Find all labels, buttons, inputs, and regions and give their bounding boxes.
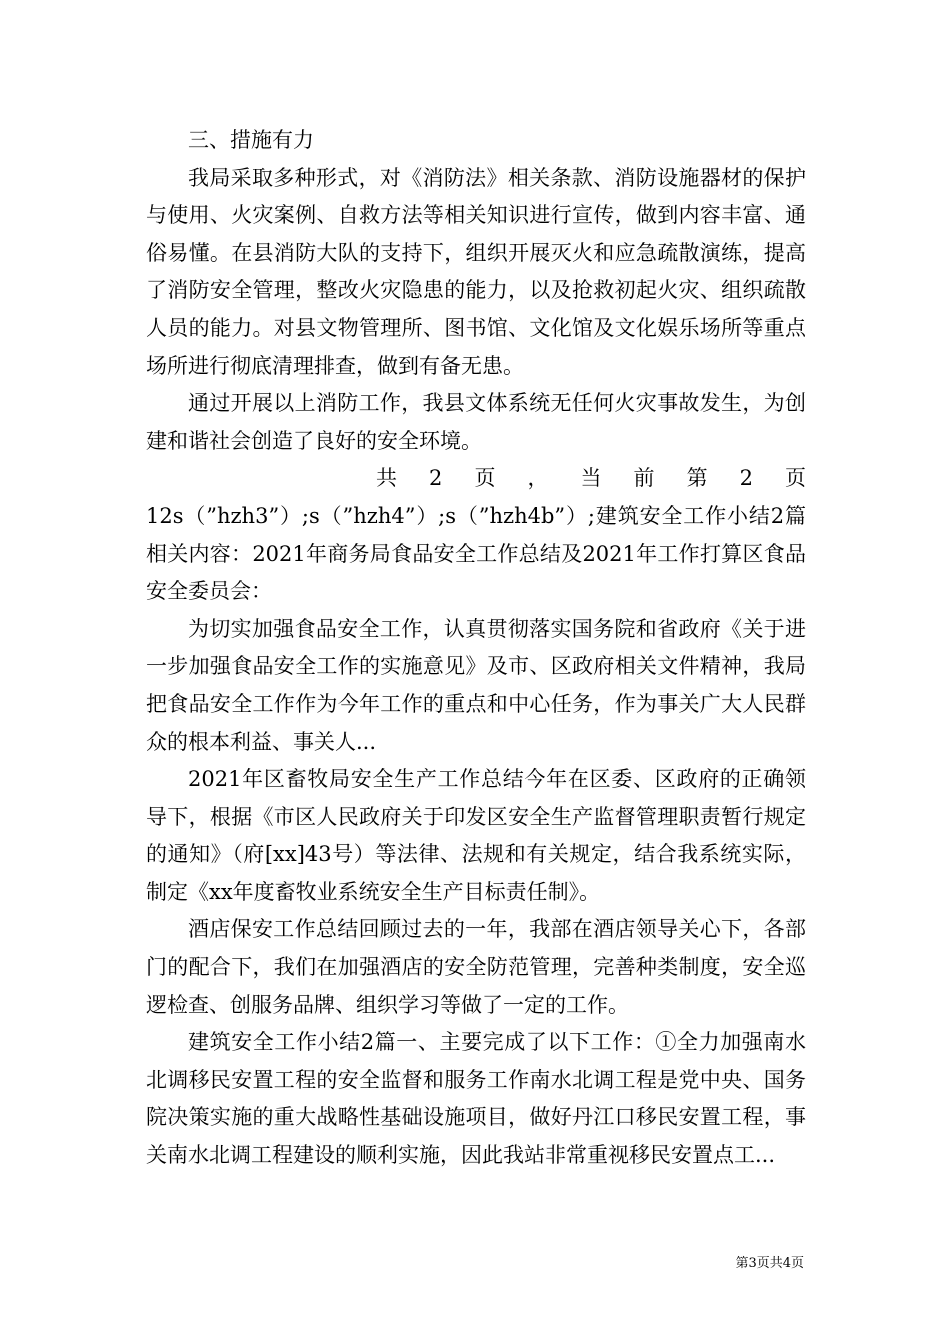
page-marker-char: 页 [474,466,496,491]
page-marker-char: 共 [376,466,397,491]
page-marker-char: 2 [739,466,753,491]
related-paragraph-construction: 建筑安全工作小结2篇一、主要完成了以下工作：①全力加强南水北调移民安置工程的安全监督和服务工作南水北调工程是党中央、国务院决策实施的重大战略性基础设施项目，做好丹江口移民安置工程，事关南水北调工程建设的顺利实施，因此我站非常重视移民安置点工... [146,1030,806,1168]
page-marker [146,460,806,498]
page-marker-char: 2 [429,466,443,491]
paragraph-results: 通过开展以上消防工作，我县文体系统无任何火灾事故发生，为创建和谐社会创造了良好的安全环境。 [146,391,806,453]
paragraph-measures: 我局采取多种形式，对《消防法》相关条款、消防设施器材的保护与使用、火灾案例、自救方法等相关知识进行宣传，做到内容丰富、通俗易懂。在县消防大队的支持下，组织开展灭火和应急疏散演练，提高了消防安全管理，整改火灾隐患的能力，以及抢救初起火灾、组织疏散人员的能力。对县文物管理所、图书馆、文化馆及文化娱乐场所等重点场所进行彻底清理排查，做到有备无患。 [146,165,806,378]
page-marker-char: 页 [785,466,806,491]
page-marker-char: 第 [686,466,708,491]
related-paragraph-hotel-security: 酒店保安工作总结回顾过去的一年，我部在酒店领导关心下，各部门的配合下，我们在加强酒店的安全防范管理，完善种类制度，安全巡逻检查、创服务品牌、组织学习等做了一定的工作。 [146,917,806,1017]
section-heading: 三、措施有力 [188,128,314,152]
page-footer: 第3页共4页 [735,1256,804,1271]
page-marker-char: ， [527,466,549,491]
document-body [146,122,806,1175]
page-marker-char: 前 [633,466,655,491]
related-paragraph-food-safety: 为切实加强食品安全工作，认真贯彻落实国务院和省政府《关于进一步加强食品安全工作的实施意见》及市、区政府相关文件精神，我局把食品安全工作作为今年工作的重点和中心任务，作为事关广大人民群众的根本利益、事关人... [146,616,806,754]
page-marker-char: 当 [580,466,602,491]
related-intro: 12s（”hzh3”）;s（”hzh4”）;s（”hzh4b”）;建筑安全工作小结2篇相关内容：2021年商务局食品安全工作总结及2021年工作打算区食品安全委员会： [146,503,806,604]
related-paragraph-livestock: 2021年区畜牧局安全生产工作总结今年在区委、区政府的正确领导下，根据《市区人民政府关于印发区安全生产监督管理职责暂行规定的通知》（府[xx]43号）等法律、法规和有关规定，结合我系统实际，制定《xx年度畜牧业系统安全生产目标责任制》。 [146,767,806,904]
